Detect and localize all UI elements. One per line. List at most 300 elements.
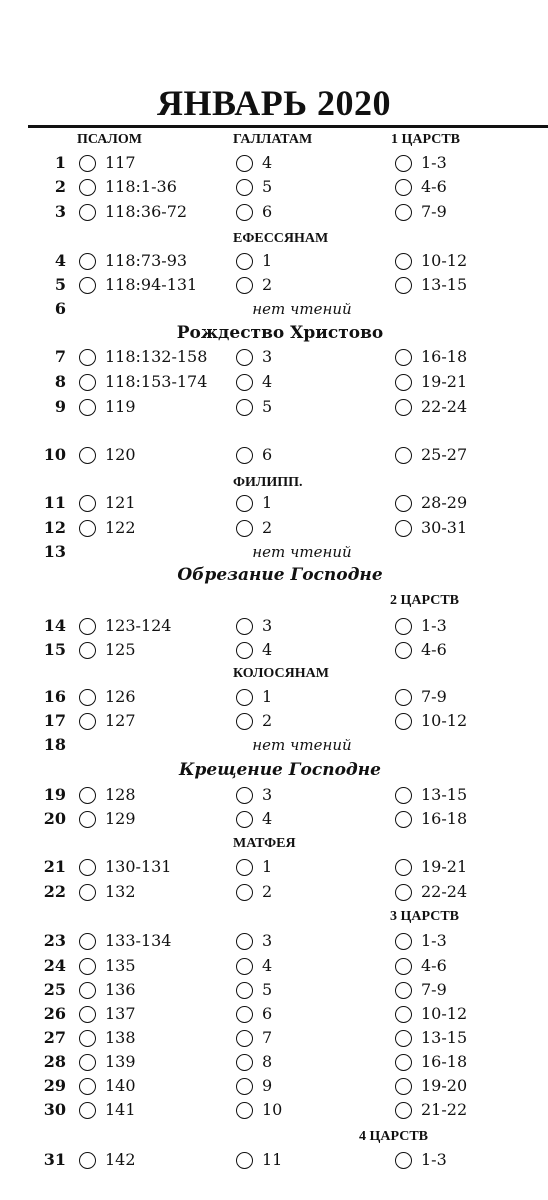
reading-row <box>0 615 548 637</box>
checkbox-circle[interactable] <box>236 179 253 196</box>
checkbox-circle[interactable] <box>395 277 412 294</box>
reading-row <box>0 930 548 952</box>
epistle-reference: 1 <box>262 251 273 270</box>
section-philippians: ФИЛИПП. <box>233 475 303 490</box>
reading-row <box>0 298 548 320</box>
epistle-reading <box>236 346 272 368</box>
epistle-reference: 2 <box>262 711 273 730</box>
checkbox-circle[interactable] <box>79 349 96 366</box>
kings-reference: 30-31 <box>421 518 468 537</box>
kings-reference: 4-6 <box>421 956 447 975</box>
epistle-reading <box>236 979 272 1001</box>
kings-reading <box>395 1051 467 1073</box>
checkbox-circle[interactable] <box>79 1102 96 1119</box>
checkbox-circle[interactable] <box>79 713 96 730</box>
psalm-reference: 133-134 <box>105 931 172 950</box>
day-number: 12 <box>43 518 66 537</box>
page-title: ЯНВАРЬ 2020 <box>156 83 392 123</box>
reading-row <box>0 1075 548 1097</box>
kings-reading <box>395 371 467 393</box>
reading-row <box>0 784 548 806</box>
checkbox-circle[interactable] <box>236 495 253 512</box>
epistle-reference: 11 <box>262 1150 283 1169</box>
checkbox-circle[interactable] <box>395 958 412 975</box>
day-number: 1 <box>54 153 66 172</box>
checkbox-circle[interactable] <box>395 520 412 537</box>
psalm-reading <box>79 1051 136 1073</box>
psalm-reading <box>79 371 207 393</box>
epistle-reference: 9 <box>262 1076 273 1095</box>
psalm-reference: 118:153-174 <box>105 372 208 391</box>
kings-reference: 4-6 <box>421 177 447 196</box>
epistle-reading <box>236 396 272 418</box>
checkbox-circle[interactable] <box>395 253 412 270</box>
psalm-reading <box>79 1149 136 1171</box>
kings-reading <box>395 1003 467 1025</box>
psalm-reference: 139 <box>105 1052 136 1071</box>
kings-reading <box>395 492 467 514</box>
psalm-reference: 117 <box>105 153 136 172</box>
checkbox-circle[interactable] <box>395 689 412 706</box>
checkbox-circle[interactable] <box>236 618 253 635</box>
day-number: 27 <box>43 1028 66 1047</box>
checkbox-circle[interactable] <box>236 204 253 221</box>
checkbox-circle[interactable] <box>79 495 96 512</box>
checkbox-circle[interactable] <box>79 689 96 706</box>
checkbox-circle[interactable] <box>395 787 412 804</box>
checkbox-circle[interactable] <box>395 642 412 659</box>
checkbox-circle[interactable] <box>395 933 412 950</box>
checkbox-circle[interactable] <box>236 642 253 659</box>
day-number: 8 <box>54 372 66 391</box>
epistle-reading <box>236 201 272 223</box>
kings-reference: 4-6 <box>421 640 447 659</box>
epistle-reference: 1 <box>262 493 273 512</box>
epistle-reference: 5 <box>262 397 273 416</box>
psalm-reading <box>79 979 136 1001</box>
checkbox-circle[interactable] <box>236 447 253 464</box>
checkbox-circle[interactable] <box>79 958 96 975</box>
kings-reference: 1-3 <box>421 1150 447 1169</box>
epistle-reading <box>236 808 272 830</box>
kings-reference: 19-21 <box>421 857 468 876</box>
checkbox-circle[interactable] <box>236 713 253 730</box>
epistle-reference: 4 <box>262 640 273 659</box>
checkbox-circle[interactable] <box>236 859 253 876</box>
kings-reading <box>395 201 447 223</box>
day-number: 16 <box>43 687 66 706</box>
psalm-reading <box>79 201 187 223</box>
day-number: 5 <box>54 275 66 294</box>
psalm-reference: 140 <box>105 1076 136 1095</box>
kings-reading <box>395 1027 467 1049</box>
reading-row <box>0 274 548 296</box>
day-number: 23 <box>43 931 66 950</box>
kings-reading <box>395 517 467 539</box>
epistle-reference: 4 <box>262 153 273 172</box>
checkbox-circle[interactable] <box>79 1006 96 1023</box>
epistle-reading <box>236 444 272 466</box>
day-number: 25 <box>43 980 66 999</box>
checkbox-circle[interactable] <box>79 277 96 294</box>
epistle-reading <box>236 250 272 272</box>
checkbox-circle[interactable] <box>395 447 412 464</box>
reading-row <box>0 152 548 174</box>
kings-reference: 1-3 <box>421 153 447 172</box>
day-number: 19 <box>43 785 66 804</box>
checkbox-circle[interactable] <box>79 374 96 391</box>
epistle-reference: 3 <box>262 785 273 804</box>
day-number: 18 <box>43 735 66 754</box>
checkbox-circle[interactable] <box>236 277 253 294</box>
day-number: 17 <box>43 711 66 730</box>
kings-reading <box>395 1149 447 1171</box>
kings-reference: 16-18 <box>421 1052 468 1071</box>
day-number: 29 <box>43 1076 66 1095</box>
reading-row <box>0 979 548 1001</box>
psalm-reference: 126 <box>105 687 136 706</box>
checkbox-circle[interactable] <box>395 1078 412 1095</box>
psalm-reading <box>79 346 207 368</box>
section-2-kings: 2 ЦАРСТВ <box>390 593 460 608</box>
kings-reference: 19-21 <box>421 372 468 391</box>
feast-theophany: Крещение Господне <box>179 760 381 780</box>
checkbox-circle[interactable] <box>79 399 96 416</box>
day-number: 15 <box>43 640 66 659</box>
epistle-reference: 6 <box>262 1004 273 1023</box>
psalm-reference: 118:132-158 <box>105 347 208 366</box>
kings-reading <box>395 346 467 368</box>
reading-row <box>0 734 548 756</box>
checkbox-circle[interactable] <box>79 1152 96 1169</box>
day-number: 24 <box>43 956 66 975</box>
kings-reference: 13-15 <box>421 785 468 804</box>
psalm-reference: 122 <box>105 518 136 537</box>
no-reading-label: нет чтений <box>252 300 352 318</box>
epistle-reference: 2 <box>262 518 273 537</box>
checkbox-circle[interactable] <box>395 713 412 730</box>
checkbox-circle[interactable] <box>236 349 253 366</box>
day-number: 28 <box>43 1052 66 1071</box>
kings-reading <box>395 1099 467 1121</box>
psalm-reference: 118:73-93 <box>105 251 188 270</box>
checkbox-circle[interactable] <box>395 349 412 366</box>
checkbox-circle[interactable] <box>79 179 96 196</box>
kings-reference: 16-18 <box>421 347 468 366</box>
kings-reference: 7-9 <box>421 980 447 999</box>
day-number: 4 <box>54 251 66 270</box>
reading-row <box>0 1099 548 1121</box>
checkbox-circle[interactable] <box>236 811 253 828</box>
reading-row <box>0 1027 548 1049</box>
kings-reading <box>395 250 467 272</box>
epistle-reading <box>236 955 272 977</box>
kings-reference: 10-12 <box>421 251 468 270</box>
checkbox-circle[interactable] <box>236 1152 253 1169</box>
day-number: 10 <box>43 445 66 464</box>
kings-reference: 21-22 <box>421 1100 468 1119</box>
checkbox-circle[interactable] <box>395 1006 412 1023</box>
kings-reading <box>395 808 467 830</box>
epistle-reading <box>236 1027 272 1049</box>
psalm-reference: 127 <box>105 711 136 730</box>
psalm-reference: 141 <box>105 1100 136 1119</box>
epistle-reading <box>236 371 272 393</box>
checkbox-circle[interactable] <box>395 982 412 999</box>
checkbox-circle[interactable] <box>395 1152 412 1169</box>
section-colossians: КОЛОСЯНАМ <box>233 666 329 681</box>
checkbox-circle[interactable] <box>79 1054 96 1071</box>
checkbox-circle[interactable] <box>236 884 253 901</box>
checkbox-circle[interactable] <box>79 884 96 901</box>
kings-reference: 1-3 <box>421 931 447 950</box>
epistle-reference: 4 <box>262 372 273 391</box>
checkbox-circle[interactable] <box>395 179 412 196</box>
epistle-reference: 4 <box>262 809 273 828</box>
section-ephesians: ЕФЕССЯНАМ <box>233 231 329 246</box>
checkbox-circle[interactable] <box>79 859 96 876</box>
epistle-reference: 6 <box>262 445 273 464</box>
epistle-reference: 8 <box>262 1052 273 1071</box>
psalm-reading <box>79 784 136 806</box>
kings-reading <box>395 979 447 1001</box>
epistle-reference: 1 <box>262 857 273 876</box>
reading-row <box>0 639 548 661</box>
epistle-reading <box>236 930 272 952</box>
reading-row <box>0 541 548 563</box>
epistle-reference: 7 <box>262 1028 273 1047</box>
checkbox-circle[interactable] <box>395 884 412 901</box>
checkbox-circle[interactable] <box>236 1030 253 1047</box>
kings-reading <box>395 639 447 661</box>
epistle-reference: 4 <box>262 956 273 975</box>
checkbox-circle[interactable] <box>236 1006 253 1023</box>
checkbox-circle[interactable] <box>236 689 253 706</box>
checkbox-circle[interactable] <box>79 447 96 464</box>
kings-reading <box>395 784 467 806</box>
psalm-reading <box>79 1027 136 1049</box>
psalm-reference: 123-124 <box>105 616 172 635</box>
checkbox-circle[interactable] <box>79 204 96 221</box>
psalm-reading <box>79 686 136 708</box>
psalm-reference: 119 <box>105 397 136 416</box>
epistle-reading <box>236 1003 272 1025</box>
section-3-kings: 3 ЦАРСТВ <box>390 909 460 924</box>
section-4-kings: 4 ЦАРСТВ <box>359 1129 429 1144</box>
psalm-reference: 118:1-36 <box>105 177 177 196</box>
epistle-reference: 10 <box>262 1100 283 1119</box>
psalm-reading <box>79 639 136 661</box>
reading-row <box>0 371 548 393</box>
kings-reference: 7-9 <box>421 687 447 706</box>
checkbox-circle[interactable] <box>79 642 96 659</box>
psalm-reference: 142 <box>105 1150 136 1169</box>
checkbox-circle[interactable] <box>79 253 96 270</box>
checkbox-circle[interactable] <box>236 958 253 975</box>
checkbox-circle[interactable] <box>395 859 412 876</box>
psalm-reading <box>79 1075 136 1097</box>
kings-reading <box>395 396 467 418</box>
reading-row <box>0 201 548 223</box>
kings-reading <box>395 955 447 977</box>
epistle-reading <box>236 639 272 661</box>
header-galatians: ГАЛЛАТАМ <box>233 132 313 147</box>
checkbox-circle[interactable] <box>395 155 412 172</box>
psalm-reference: 120 <box>105 445 136 464</box>
day-number: 7 <box>54 347 66 366</box>
psalm-reading <box>79 517 136 539</box>
reading-row <box>0 346 548 368</box>
day-number: 3 <box>54 202 66 221</box>
feast-nativity: Рождество Христово <box>176 323 384 343</box>
checkbox-circle[interactable] <box>236 399 253 416</box>
epistle-reading <box>236 856 272 878</box>
checkbox-circle[interactable] <box>79 155 96 172</box>
kings-reading <box>395 615 447 637</box>
reading-row <box>0 1003 548 1025</box>
checkbox-circle[interactable] <box>79 811 96 828</box>
checkbox-circle[interactable] <box>79 520 96 537</box>
psalm-reading <box>79 396 136 418</box>
checkbox-circle[interactable] <box>236 155 253 172</box>
header-psalms: ПСАЛОМ <box>77 132 142 147</box>
checkbox-circle[interactable] <box>79 618 96 635</box>
reading-row <box>0 444 548 466</box>
psalm-reading <box>79 176 177 198</box>
psalm-reading <box>79 955 136 977</box>
checkbox-circle[interactable] <box>395 1030 412 1047</box>
checkbox-circle[interactable] <box>236 374 253 391</box>
checkbox-circle[interactable] <box>395 1102 412 1119</box>
epistle-reading <box>236 686 272 708</box>
checkbox-circle[interactable] <box>236 520 253 537</box>
kings-reading <box>395 856 467 878</box>
psalm-reference: 129 <box>105 809 136 828</box>
epistle-reading <box>236 784 272 806</box>
psalm-reference: 136 <box>105 980 136 999</box>
checkbox-circle[interactable] <box>395 399 412 416</box>
reading-row <box>0 856 548 878</box>
checkbox-circle[interactable] <box>236 1054 253 1071</box>
reading-row <box>0 396 548 418</box>
reading-row <box>0 492 548 514</box>
kings-reference: 13-15 <box>421 275 468 294</box>
psalm-reference: 118:94-131 <box>105 275 198 294</box>
psalm-reading <box>79 856 171 878</box>
reading-row <box>0 710 548 732</box>
kings-reference: 22-24 <box>421 882 468 901</box>
checkbox-circle[interactable] <box>395 618 412 635</box>
checkbox-circle[interactable] <box>79 933 96 950</box>
checkbox-circle[interactable] <box>236 787 253 804</box>
epistle-reading <box>236 176 272 198</box>
epistle-reference: 2 <box>262 882 273 901</box>
kings-reading <box>395 274 467 296</box>
psalm-reading <box>79 881 136 903</box>
kings-reading <box>395 444 467 466</box>
no-reading-label: нет чтений <box>252 736 352 754</box>
epistle-reading <box>236 492 272 514</box>
checkbox-circle[interactable] <box>395 495 412 512</box>
kings-reference: 1-3 <box>421 616 447 635</box>
checkbox-circle[interactable] <box>79 787 96 804</box>
checkbox-circle[interactable] <box>79 982 96 999</box>
day-number: 13 <box>43 542 66 561</box>
reading-row <box>0 1149 548 1171</box>
day-number: 2 <box>54 177 66 196</box>
kings-reference: 10-12 <box>421 711 468 730</box>
day-number: 14 <box>43 616 66 635</box>
kings-reference: 25-27 <box>421 445 468 464</box>
kings-reference: 7-9 <box>421 202 447 221</box>
psalm-reading <box>79 152 136 174</box>
checkbox-circle[interactable] <box>236 1078 253 1095</box>
reading-row <box>0 1051 548 1073</box>
psalm-reading <box>79 274 197 296</box>
day-number: 31 <box>43 1150 66 1169</box>
kings-reading <box>395 176 447 198</box>
day-number: 22 <box>43 882 66 901</box>
epistle-reference: 2 <box>262 275 273 294</box>
reading-row <box>0 881 548 903</box>
reading-row <box>0 686 548 708</box>
kings-reference: 28-29 <box>421 493 468 512</box>
checkbox-circle[interactable] <box>236 982 253 999</box>
no-reading-label: нет чтений <box>252 543 352 561</box>
checkbox-circle[interactable] <box>236 1102 253 1119</box>
epistle-reading <box>236 517 272 539</box>
checkbox-circle[interactable] <box>395 811 412 828</box>
epistle-reading <box>236 1051 272 1073</box>
day-number: 20 <box>43 809 66 828</box>
reading-row <box>0 808 548 830</box>
kings-reading <box>395 1075 467 1097</box>
epistle-reading <box>236 710 272 732</box>
psalm-reading <box>79 808 136 830</box>
psalm-reference: 125 <box>105 640 136 659</box>
epistle-reading <box>236 881 272 903</box>
kings-reading <box>395 710 467 732</box>
psalm-reference: 132 <box>105 882 136 901</box>
day-number: 21 <box>43 857 66 876</box>
day-number: 9 <box>54 397 66 416</box>
reading-row <box>0 176 548 198</box>
checkbox-circle[interactable] <box>236 933 253 950</box>
psalm-reference: 130-131 <box>105 857 172 876</box>
epistle-reference: 5 <box>262 177 273 196</box>
checkbox-circle[interactable] <box>395 1054 412 1071</box>
checkbox-circle[interactable] <box>395 204 412 221</box>
checkbox-circle[interactable] <box>79 1078 96 1095</box>
checkbox-circle[interactable] <box>395 374 412 391</box>
psalm-reading <box>79 444 136 466</box>
reading-row <box>0 517 548 539</box>
checkbox-circle[interactable] <box>236 253 253 270</box>
epistle-reading <box>236 152 272 174</box>
day-number: 30 <box>43 1100 66 1119</box>
psalm-reference: 135 <box>105 956 136 975</box>
kings-reference: 22-24 <box>421 397 468 416</box>
kings-reference: 10-12 <box>421 1004 468 1023</box>
checkbox-circle[interactable] <box>79 1030 96 1047</box>
psalm-reading <box>79 615 171 637</box>
epistle-reference: 3 <box>262 347 273 366</box>
psalm-reading <box>79 930 171 952</box>
epistle-reading <box>236 615 272 637</box>
epistle-reference: 6 <box>262 202 273 221</box>
epistle-reference: 3 <box>262 931 273 950</box>
epistle-reference: 1 <box>262 687 273 706</box>
